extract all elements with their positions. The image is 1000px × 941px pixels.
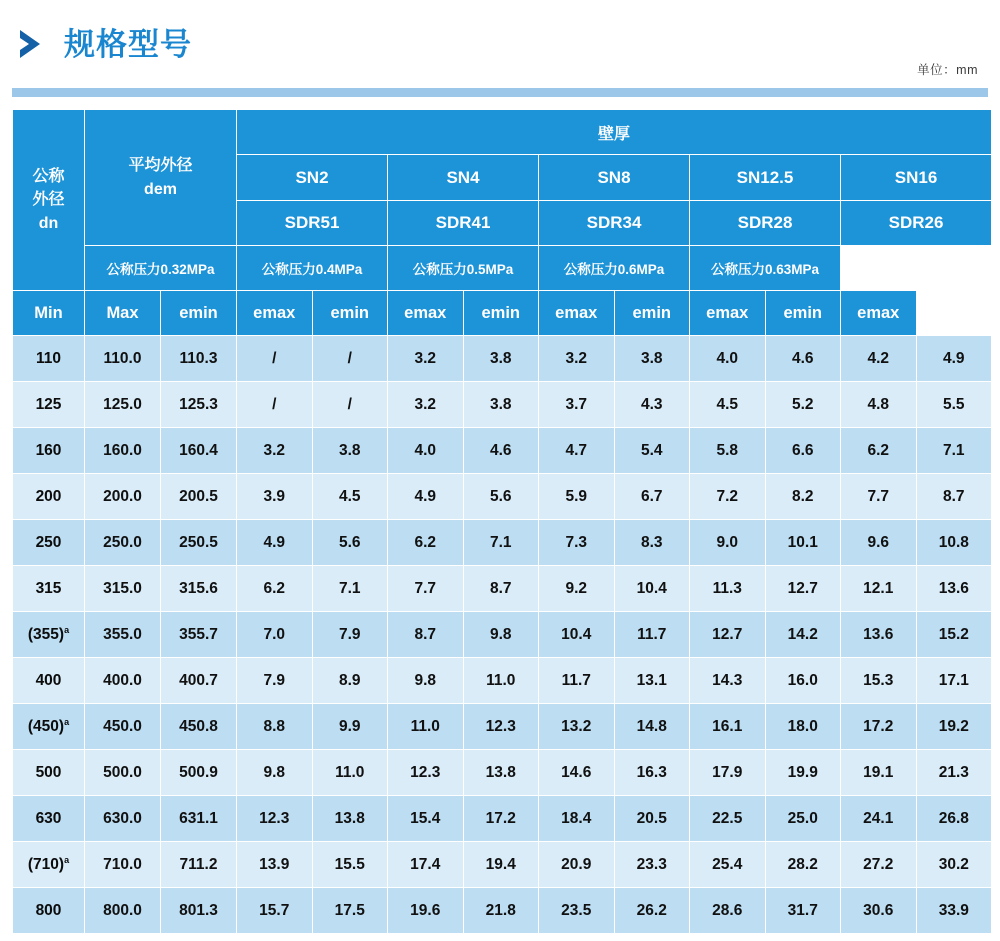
cell-emax-3: 14.2 — [765, 612, 841, 658]
cell-emin-3: 11.3 — [690, 566, 766, 612]
unit-note: 单位：mm — [917, 63, 978, 77]
cell-dem-max: 400.7 — [161, 658, 237, 704]
cell-emax-4: 4.9 — [916, 336, 992, 382]
cell-emin-3: 22.5 — [690, 796, 766, 842]
cell-emin-4: 4.2 — [841, 336, 917, 382]
cell-emax-4: 13.6 — [916, 566, 992, 612]
cell-emin-2: 7.3 — [539, 520, 615, 566]
cell-emax-4: 10.8 — [916, 520, 992, 566]
cell-emin-1: 17.4 — [388, 842, 464, 888]
table-row — [13, 888, 992, 934]
cell-emax-1: 13.8 — [463, 750, 539, 796]
cell-dem-min: 710.0 — [85, 842, 161, 888]
cell-emin-4: 7.7 — [841, 474, 917, 520]
cell-emax-0: 15.5 — [312, 842, 388, 888]
cell-emax-2: 6.7 — [614, 474, 690, 520]
col-header-sdr-4: SDR26 — [841, 201, 992, 246]
cell-emax-0: 4.5 — [312, 474, 388, 520]
cell-emin-0: 15.7 — [237, 888, 313, 934]
cell-emax-4: 17.1 — [916, 658, 992, 704]
cell-emin-1: 3.2 — [388, 382, 464, 428]
cell-emax-3: 18.0 — [765, 704, 841, 750]
cell-emin-4: 6.2 — [841, 428, 917, 474]
cell-dem-min: 630.0 — [85, 796, 161, 842]
cell-dn: 125 — [13, 382, 85, 428]
cell-emax-0: / — [312, 382, 388, 428]
cell-emax-2: 16.3 — [614, 750, 690, 796]
cell-emin-4: 27.2 — [841, 842, 917, 888]
cell-emax-3: 19.9 — [765, 750, 841, 796]
cell-dem-max: 110.3 — [161, 336, 237, 382]
cell-emax-1: 17.2 — [463, 796, 539, 842]
cell-dem-min: 200.0 — [85, 474, 161, 520]
cell-emin-4: 19.1 — [841, 750, 917, 796]
cell-emax-1: 19.4 — [463, 842, 539, 888]
cell-dem-min: 400.0 — [85, 658, 161, 704]
cell-dn: $(355)^a$ — [13, 612, 85, 658]
cell-dn: 315 — [13, 566, 85, 612]
cell-emin-3: 5.8 — [690, 428, 766, 474]
dn-line-1: 公称 — [32, 168, 65, 186]
cell-emax-4: 15.2 — [916, 612, 992, 658]
cell-emin-0: / — [237, 336, 313, 382]
col-header-emax-0: emax — [237, 291, 313, 336]
cell-emin-1: 15.4 — [388, 796, 464, 842]
cell-dn: 110 — [13, 336, 85, 382]
cell-emax-3: 16.0 — [765, 658, 841, 704]
table-row — [13, 520, 992, 566]
cell-emax-3: 4.6 — [765, 336, 841, 382]
cell-emin-0: / — [237, 382, 313, 428]
cell-emin-4: 24.1 — [841, 796, 917, 842]
col-header-pressure-0: 公称压力0.32MPa — [85, 246, 237, 291]
cell-emin-4: 9.6 — [841, 520, 917, 566]
specification-table — [12, 109, 992, 934]
col-header-sn-1: SN4 — [388, 155, 539, 201]
col-header-emin-0: emin — [161, 291, 237, 336]
cell-dem-min: 450.0 — [85, 704, 161, 750]
cell-emax-1: 8.7 — [463, 566, 539, 612]
dn-line-2: 外径 — [32, 191, 65, 209]
cell-emin-3: 4.0 — [690, 336, 766, 382]
cell-emax-1: 21.8 — [463, 888, 539, 934]
cell-dn: 400 — [13, 658, 85, 704]
cell-emax-0: 9.9 — [312, 704, 388, 750]
col-header-wall-thickness: 壁厚 — [237, 110, 992, 155]
cell-dn: 800 — [13, 888, 85, 934]
cell-dn: 630 — [13, 796, 85, 842]
cell-emin-3: 9.0 — [690, 520, 766, 566]
cell-emin-0: 3.2 — [237, 428, 313, 474]
cell-dem-max: 315.6 — [161, 566, 237, 612]
cell-emin-4: 30.6 — [841, 888, 917, 934]
cell-emax-3: 25.0 — [765, 796, 841, 842]
cell-dn: $(710)^a$ — [13, 842, 85, 888]
cell-emax-2: 20.5 — [614, 796, 690, 842]
col-header-emax-3: emax — [690, 291, 766, 336]
cell-dem-max: 250.5 — [161, 520, 237, 566]
cell-emin-2: 14.6 — [539, 750, 615, 796]
cell-dem-max: 500.9 — [161, 750, 237, 796]
cell-emin-3: 12.7 — [690, 612, 766, 658]
cell-emin-1: 9.8 — [388, 658, 464, 704]
cell-emin-2: 18.4 — [539, 796, 615, 842]
cell-emin-3: 17.9 — [690, 750, 766, 796]
col-header-sn-2: SN8 — [539, 155, 690, 201]
cell-dem-max: 801.3 — [161, 888, 237, 934]
cell-emin-4: 15.3 — [841, 658, 917, 704]
col-header-sn-4: SN16 — [841, 155, 992, 201]
page-header — [12, 0, 988, 88]
cell-emin-2: 23.5 — [539, 888, 615, 934]
cell-emin-2: 4.7 — [539, 428, 615, 474]
table-body — [13, 336, 992, 934]
col-header-emin-4: emin — [765, 291, 841, 336]
cell-dem-max: 160.4 — [161, 428, 237, 474]
cell-emin-3: 28.6 — [690, 888, 766, 934]
col-header-emin-3: emin — [614, 291, 690, 336]
cell-emin-0: 12.3 — [237, 796, 313, 842]
col-header-pressure-1: 公称压力0.4MPa — [237, 246, 388, 291]
cell-emin-3: 25.4 — [690, 842, 766, 888]
cell-dem-min: 500.0 — [85, 750, 161, 796]
cell-dn: 250 — [13, 520, 85, 566]
cell-emin-1: 19.6 — [388, 888, 464, 934]
footnote-marker: a — [64, 854, 70, 865]
cell-emin-1: 4.0 — [388, 428, 464, 474]
table-row — [13, 336, 992, 382]
table-row — [13, 382, 992, 428]
cell-emin-3: 7.2 — [690, 474, 766, 520]
table-row — [13, 428, 992, 474]
cell-emax-4: 21.3 — [916, 750, 992, 796]
cell-dem-max: 125.3 — [161, 382, 237, 428]
cell-dem-max: 355.7 — [161, 612, 237, 658]
cell-dem-max: 711.2 — [161, 842, 237, 888]
cell-dem-max: 200.5 — [161, 474, 237, 520]
cell-emin-3: 14.3 — [690, 658, 766, 704]
cell-emin-2: 13.2 — [539, 704, 615, 750]
col-header-pressure-4: 公称压力0.63MPa — [690, 246, 841, 291]
cell-emin-2: 3.2 — [539, 336, 615, 382]
cell-dem-min: 355.0 — [85, 612, 161, 658]
col-header-dn — [13, 110, 85, 291]
cell-emax-3: 12.7 — [765, 566, 841, 612]
cell-emax-2: 23.3 — [614, 842, 690, 888]
cell-emax-2: 14.8 — [614, 704, 690, 750]
cell-emax-0: 17.5 — [312, 888, 388, 934]
cell-emax-3: 8.2 — [765, 474, 841, 520]
cell-emin-2: 5.9 — [539, 474, 615, 520]
col-header-sn-3: SN12.5 — [690, 155, 841, 201]
col-header-sdr-1: SDR41 — [388, 201, 539, 246]
cell-emax-4: 33.9 — [916, 888, 992, 934]
cell-dem-min: 160.0 — [85, 428, 161, 474]
cell-emax-1: 7.1 — [463, 520, 539, 566]
cell-emax-0: 11.0 — [312, 750, 388, 796]
cell-emax-0: 13.8 — [312, 796, 388, 842]
cell-emin-1: 7.7 — [388, 566, 464, 612]
cell-dn: 200 — [13, 474, 85, 520]
cell-emin-1: 12.3 — [388, 750, 464, 796]
cell-dem-max: 631.1 — [161, 796, 237, 842]
cell-emax-4: 5.5 — [916, 382, 992, 428]
footnote-marker: a — [64, 624, 70, 635]
col-header-emax-1: emax — [388, 291, 464, 336]
cell-emax-2: 11.7 — [614, 612, 690, 658]
cell-dem-min: 110.0 — [85, 336, 161, 382]
cell-emax-2: 3.8 — [614, 336, 690, 382]
cell-emin-0: 6.2 — [237, 566, 313, 612]
cell-emin-2: 10.4 — [539, 612, 615, 658]
cell-emax-1: 12.3 — [463, 704, 539, 750]
cell-emax-3: 31.7 — [765, 888, 841, 934]
cell-emin-1: 8.7 — [388, 612, 464, 658]
cell-emin-2: 11.7 — [539, 658, 615, 704]
cell-emax-0: 8.9 — [312, 658, 388, 704]
cell-emax-4: 26.8 — [916, 796, 992, 842]
cell-emin-3: 16.1 — [690, 704, 766, 750]
col-header-max: Max — [85, 291, 161, 336]
cell-emax-4: 19.2 — [916, 704, 992, 750]
col-header-pressure-2: 公称压力0.5MPa — [388, 246, 539, 291]
cell-emin-3: 4.5 — [690, 382, 766, 428]
cell-emin-1: 11.0 — [388, 704, 464, 750]
table-row — [13, 566, 992, 612]
cell-emax-3: 10.1 — [765, 520, 841, 566]
cell-dn: 500 — [13, 750, 85, 796]
cell-emax-0: 7.9 — [312, 612, 388, 658]
footnote-marker: a — [64, 716, 70, 727]
cell-emin-1: 4.9 — [388, 474, 464, 520]
cell-emax-1: 3.8 — [463, 336, 539, 382]
cell-dn: $(450)^a$ — [13, 704, 85, 750]
cell-dem-max: 450.8 — [161, 704, 237, 750]
cell-emax-1: 4.6 — [463, 428, 539, 474]
cell-emin-0: 3.9 — [237, 474, 313, 520]
col-header-sdr-3: SDR28 — [690, 201, 841, 246]
table-row — [13, 612, 992, 658]
dn-line-3: dn — [38, 214, 59, 232]
dem-line-1: 平均外径 — [128, 157, 193, 175]
cell-emin-0: 8.8 — [237, 704, 313, 750]
col-header-sdr-2: SDR34 — [539, 201, 690, 246]
cell-emin-0: 7.0 — [237, 612, 313, 658]
table-row — [13, 750, 992, 796]
cell-dem-min: 315.0 — [85, 566, 161, 612]
cell-emax-0: 7.1 — [312, 566, 388, 612]
cell-emax-1: 5.6 — [463, 474, 539, 520]
cell-emax-4: 8.7 — [916, 474, 992, 520]
table-header — [13, 110, 992, 336]
cell-emax-1: 9.8 — [463, 612, 539, 658]
cell-emax-3: 5.2 — [765, 382, 841, 428]
cell-emax-1: 3.8 — [463, 382, 539, 428]
cell-emin-1: 6.2 — [388, 520, 464, 566]
cell-dem-min: 125.0 — [85, 382, 161, 428]
cell-emax-4: 30.2 — [916, 842, 992, 888]
header-divider — [12, 88, 988, 97]
cell-emax-1: 11.0 — [463, 658, 539, 704]
cell-emin-4: 17.2 — [841, 704, 917, 750]
col-header-emax-4: emax — [841, 291, 917, 336]
cell-dem-min: 800.0 — [85, 888, 161, 934]
cell-emax-0: / — [312, 336, 388, 382]
cell-emin-0: 13.9 — [237, 842, 313, 888]
cell-emin-2: 9.2 — [539, 566, 615, 612]
chevron-right-icon — [16, 27, 50, 61]
cell-dem-min: 250.0 — [85, 520, 161, 566]
cell-emin-4: 13.6 — [841, 612, 917, 658]
cell-emin-0: 7.9 — [237, 658, 313, 704]
page-title: 规格型号 — [64, 26, 192, 62]
col-header-emin-1: emin — [312, 291, 388, 336]
table-row — [13, 704, 992, 750]
cell-emax-2: 5.4 — [614, 428, 690, 474]
cell-emax-2: 4.3 — [614, 382, 690, 428]
col-header-dem — [85, 110, 237, 246]
cell-emax-2: 10.4 — [614, 566, 690, 612]
table-row — [13, 842, 992, 888]
cell-emax-3: 28.2 — [765, 842, 841, 888]
col-header-sn-0: SN2 — [237, 155, 388, 201]
cell-emin-4: 4.8 — [841, 382, 917, 428]
cell-emax-3: 6.6 — [765, 428, 841, 474]
cell-emax-2: 13.1 — [614, 658, 690, 704]
col-header-sdr-0: SDR51 — [237, 201, 388, 246]
cell-dn: 160 — [13, 428, 85, 474]
cell-emin-2: 20.9 — [539, 842, 615, 888]
cell-emin-4: 12.1 — [841, 566, 917, 612]
cell-emin-1: 3.2 — [388, 336, 464, 382]
table-row — [13, 796, 992, 842]
cell-emin-0: 4.9 — [237, 520, 313, 566]
cell-emax-4: 7.1 — [916, 428, 992, 474]
table-row — [13, 658, 992, 704]
cell-emin-2: 3.7 — [539, 382, 615, 428]
cell-emin-0: 9.8 — [237, 750, 313, 796]
col-header-emax-2: emax — [539, 291, 615, 336]
cell-emax-0: 3.8 — [312, 428, 388, 474]
cell-emax-2: 8.3 — [614, 520, 690, 566]
col-header-min: Min — [13, 291, 85, 336]
cell-emax-0: 5.6 — [312, 520, 388, 566]
table-row — [13, 474, 992, 520]
col-header-pressure-3: 公称压力0.6MPa — [539, 246, 690, 291]
col-header-emin-2: emin — [463, 291, 539, 336]
dem-line-2: dem — [144, 180, 177, 198]
cell-emax-2: 26.2 — [614, 888, 690, 934]
